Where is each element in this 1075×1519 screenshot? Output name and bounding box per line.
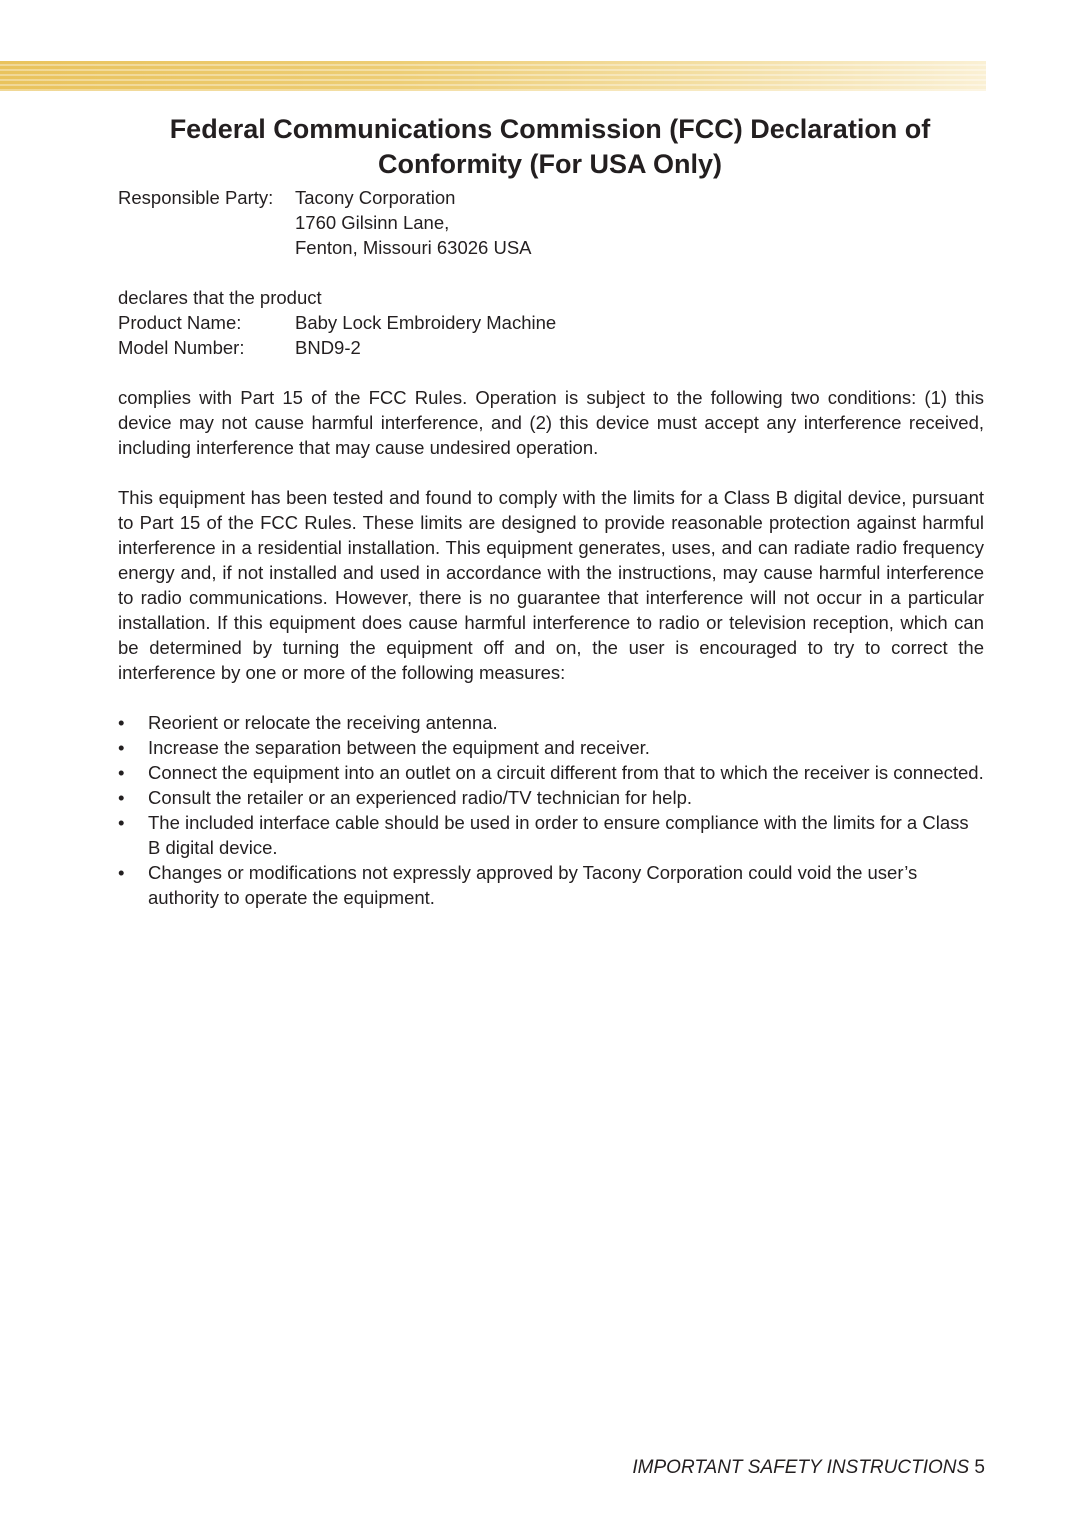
- list-item-text: Reorient or relocate the receiving antenna.: [148, 712, 498, 733]
- page-number: 5: [974, 1457, 985, 1478]
- model-number-row: [118, 335, 556, 360]
- list-item-text: Consult the retailer or an experienced radio/TV technician for help.: [148, 787, 692, 808]
- list-item-text: Changes or modifications not expressly approved by Tacony Corporation could void the user’s authority to operate the equipment.: [148, 862, 918, 908]
- responsible-party-block: [118, 185, 532, 260]
- list-item: [118, 710, 984, 735]
- list-item: [118, 735, 984, 760]
- list-item: [118, 810, 984, 860]
- responsible-party-city: Fenton, Missouri 63026 USA: [295, 237, 532, 258]
- bullet-icon: •: [118, 862, 125, 883]
- product-intro-row: [118, 285, 556, 310]
- model-number-label: Model Number:: [118, 337, 245, 358]
- list-item-text: Increase the separation between the equipment and receiver.: [148, 737, 650, 758]
- list-item: [118, 860, 984, 910]
- responsible-party-label: Responsible Party:: [118, 187, 274, 208]
- measures-list: [118, 710, 984, 910]
- product-name-label: Product Name:: [118, 312, 242, 333]
- page-footer: [632, 1456, 985, 1480]
- compliance-paragraph: complies with Part 15 of the FCC Rules. Operation is subject to the following two conditions: (1) this device may not cause harmful interference, and (2) this device must accept any interference received, including interference that may cause undesired operation.: [118, 387, 984, 458]
- responsible-party-row: [118, 185, 532, 210]
- bullet-icon: •: [118, 762, 125, 783]
- responsible-party-street: 1760 Gilsinn Lane,: [295, 212, 450, 233]
- list-item: [118, 785, 984, 810]
- page-title: [118, 112, 982, 182]
- footer-section-title: IMPORTANT SAFETY INSTRUCTIONS: [632, 1457, 970, 1478]
- product-name-value: Baby Lock Embroidery Machine: [295, 312, 557, 333]
- responsible-party-address-row: [118, 210, 532, 235]
- bullet-icon: •: [118, 787, 125, 808]
- list-item-text: Connect the equipment into an outlet on a circuit different from that to which the receiver is connected.: [148, 762, 984, 783]
- responsible-party-name: Tacony Corporation: [295, 187, 456, 208]
- bullet-icon: •: [118, 712, 125, 733]
- title-line-1: Federal Communications Commission (FCC) Declaration of: [169, 114, 931, 144]
- list-item: [118, 760, 984, 785]
- equipment-testing-paragraph: This equipment has been tested and found to comply with the limits for a Class B digital device, pursuant to Part 15 of the FCC Rules. These limits are designed to provide reasonable protection against harmful interference in a residential installation. This equipment generates, uses, and can radiate radio frequency energy and, if not installed and used in accordance with the instructions, may cause harmful interference to radio communications. However, there is no guarantee that interference will not occur in a particular installation. If this equipment does cause harmful interference to radio or television reception, which can be determined by turning the equipment off and on, the user is encouraged to try to correct the interference by one or more of the following measures:: [118, 487, 984, 683]
- bullet-icon: •: [118, 812, 125, 833]
- list-item-text: The included interface cable should be used in order to ensure compliance with the limits for a Class B digital device.: [148, 812, 969, 858]
- product-intro: declares that the product: [118, 287, 322, 308]
- bullet-icon: •: [118, 737, 125, 758]
- responsible-party-city-row: [118, 235, 532, 260]
- model-number-value: BND9-2: [295, 337, 361, 358]
- product-name-row: [118, 310, 556, 335]
- title-line-2: Conformity (For USA Only): [378, 149, 722, 179]
- header-decorative-band: [0, 61, 986, 91]
- product-block: [118, 285, 556, 360]
